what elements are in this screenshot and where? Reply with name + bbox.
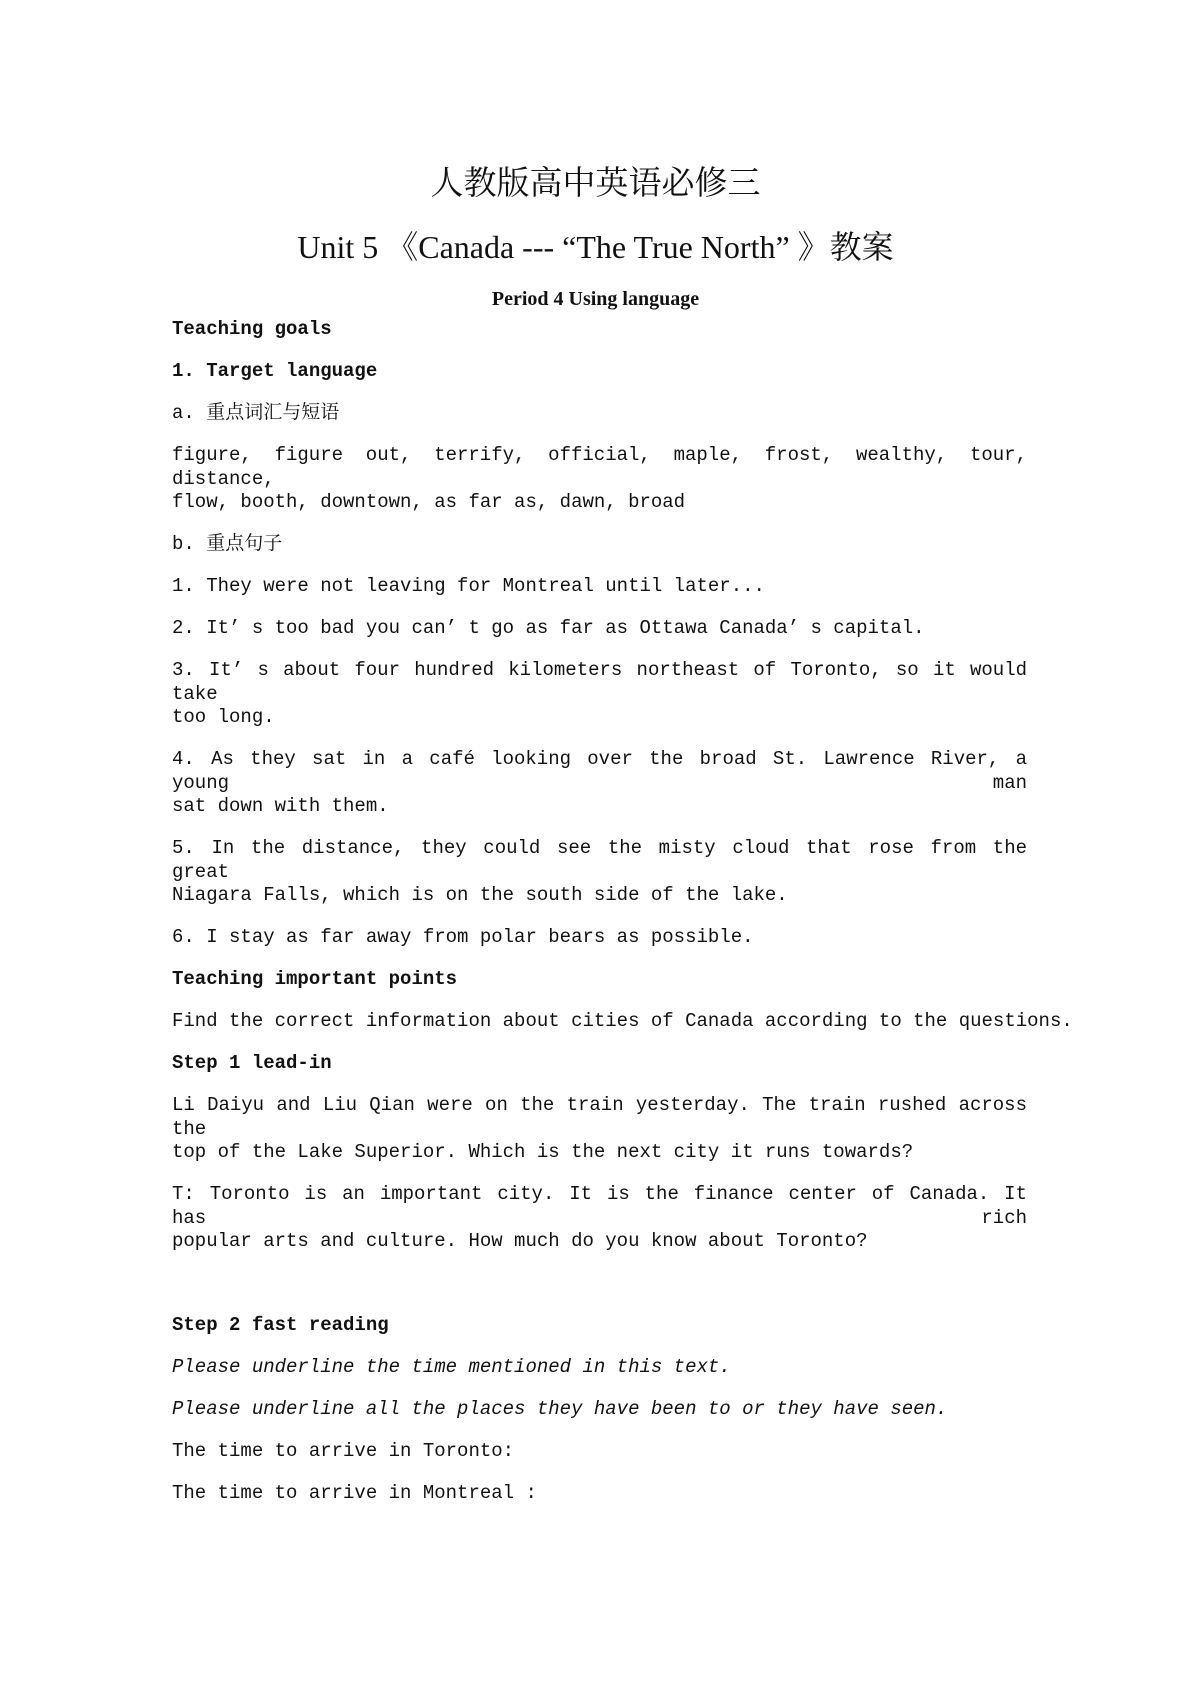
document-title-english: Unit 5 《Canada --- “The True North” 》教案 (297, 229, 894, 265)
step2-heading: Step 2 fast reading (172, 1314, 389, 1336)
sentence-1: 1. They were not leaving for Montreal until later... (172, 575, 765, 597)
sentence-4-line-2: sat down with them. (172, 795, 389, 817)
step1-paragraph-1-line-1: Li Daiyu and Liu Qian were on the train yesterday. The train rushed across the (172, 1094, 1027, 1140)
document-title-chinese: 人教版高中英语必修三 (430, 163, 761, 202)
important-points-text: Find the correct information about cities of Canada according to the questions. (172, 1010, 1073, 1032)
sentence-6: 6. I stay as far away from polar bears as possible. (172, 926, 754, 948)
step1-paragraph-2-line-1: T: Toronto is an important city. It is the finance center of Canada. It has rich (172, 1183, 1027, 1229)
sentence-2: 2. It’ s too bad you can’ t go as far as Ottawa Canada’ s capital. (172, 617, 925, 639)
step1-paragraph-2-line-2: popular arts and culture. How much do you know about Toronto? (172, 1230, 868, 1252)
vocabulary-line-2: flow, booth, downtown, as far as, dawn, broad (172, 491, 686, 513)
step1-heading: Step 1 lead-in (172, 1052, 332, 1074)
sentence-3-line-2: too long. (172, 706, 275, 728)
teaching-goals-heading: Teaching goals (172, 318, 332, 340)
step2-instruction-2: Please underline all the places they have been to or they have seen. (172, 1398, 948, 1420)
important-points-heading: Teaching important points (172, 968, 458, 990)
question-toronto-arrival: The time to arrive in Toronto: (172, 1440, 515, 1462)
period-subtitle: Period 4 Using language (491, 288, 700, 310)
sentence-5-line-2: Niagara Falls, which is on the south side of the lake. (172, 884, 788, 906)
step2-instruction-1: Please underline the time mentioned in this text. (172, 1356, 731, 1378)
sentence-4-line-1: 4. As they sat in a café looking over the broad St. Lawrence River, a young man (172, 748, 1027, 794)
target-language-heading: 1. Target language (172, 360, 378, 382)
question-montreal-arrival: The time to arrive in Montreal : (172, 1482, 537, 1504)
step1-paragraph-1-line-2: top of the Lake Superior. Which is the next city it runs towards? (172, 1141, 914, 1163)
vocabulary-line-1: figure, figure out, terrify, official, maple, frost, wealthy, tour, distance, (172, 444, 1027, 490)
sentence-5-line-1: 5. In the distance, they could see the misty cloud that rose from the great (172, 837, 1027, 883)
sentence-3-line-1: 3. It’ s about four hundred kilometers northeast of Toronto, so it would take (172, 659, 1027, 705)
vocabulary-label: a. 重点词汇与短语 (172, 402, 340, 424)
sentences-label: b. 重点句子 (172, 533, 283, 555)
